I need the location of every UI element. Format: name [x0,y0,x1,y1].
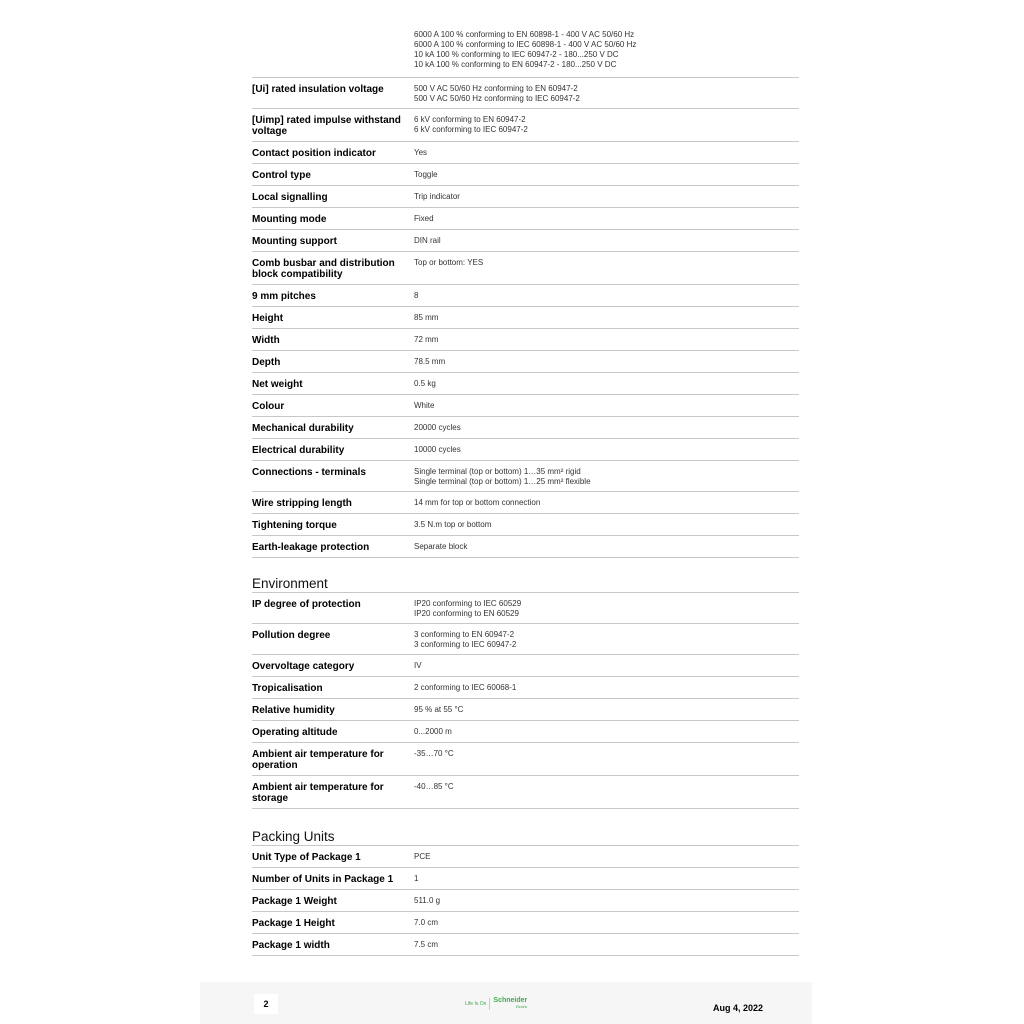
spec-value [414,492,799,513]
spec-row [252,307,799,329]
spec-row [252,439,799,461]
spec-row [252,252,799,285]
value-line: 7.5 cm [414,940,439,949]
logo-tagline: Life Is On [465,1001,487,1007]
value-line: Single terminal (top or bottom) 1…25 mm² flexible [414,477,591,486]
value-line: PCE [414,852,431,861]
value-line: -35…70 °C [414,749,454,758]
brand-name: Schneider [493,997,528,1004]
spec-value [414,186,799,207]
value-line: 511.0 g [414,896,441,905]
logo-brand [493,997,527,1011]
spec-table [252,78,799,558]
spec-row [252,186,799,208]
spec-label: [Uimp] rated impulse withstand voltage [252,115,401,137]
value-line: White [414,401,435,410]
value-line: 10000 cycles [414,445,461,454]
spec-row [252,230,799,252]
value-line: 7.0 cm [414,918,439,927]
value-line: 6000 A 100 % conforming to IEC 60898-1 - 400 V AC 50/60 Hz [414,40,637,49]
spec-value [414,208,799,229]
value-line: 3 conforming to IEC 60947-2 [414,640,517,649]
spec-row [252,743,799,776]
spec-row [252,655,799,677]
spec-row [252,142,799,164]
value-line: IP20 conforming to EN 60529 [414,609,519,618]
spec-label: Pollution degree [252,630,331,641]
spec-label: Connections - terminals [252,467,366,478]
spec-row [252,593,799,624]
spec-row [252,721,799,743]
spec-value [414,721,799,742]
spec-row [252,395,799,417]
spec-label: Earth-leakage protection [252,542,370,553]
spec-value [414,373,799,394]
spec-row [252,776,799,809]
spec-value [414,439,799,460]
value-line: 10 kA 100 % conforming to IEC 60947-2 - 180...250 V DC [414,50,619,59]
spec-label: Number of Units in Package 1 [252,874,394,885]
spec-row [252,677,799,699]
value-line: Single terminal (top or bottom) 1…35 mm² rigid [414,467,581,476]
document-date: Aug 4, 2022 [713,1003,764,1013]
environment-table [252,593,799,809]
spec-label: Overvoltage category [252,661,355,672]
spec-row [252,890,799,912]
value-line: 2 conforming to IEC 60068-1 [414,683,517,692]
value-line: 6000 A 100 % conforming to EN 60898-1 - 400 V AC 50/60 Hz [414,30,635,39]
spec-row [252,912,799,934]
spec-value [414,164,799,185]
spec-label: Ambient air temperature for operation [252,749,384,771]
value-line: IV [414,661,422,670]
spec-label: Electrical durability [252,445,345,456]
value-line: -40…85 °C [414,782,454,791]
spec-value [414,677,799,698]
spec-row [252,329,799,351]
spec-value [414,655,799,676]
spec-value [414,699,799,720]
value-line: Yes [414,148,428,157]
value-line: Toggle [414,170,438,179]
spec-label: Ambient air temperature for storage [252,782,384,804]
spec-row [252,868,799,890]
spec-value [414,536,799,557]
spec-value [414,395,799,416]
spec-label: Net weight [252,379,303,390]
spec-label: Contact position indicator [252,148,376,159]
spec-label: Package 1 Weight [252,896,337,907]
spec-label: Mechanical durability [252,423,354,434]
spec-label: Mounting mode [252,214,327,225]
spec-row [252,492,799,514]
spec-value [414,514,799,535]
spec-value [414,461,799,491]
spec-row [252,846,799,868]
value-line: 20000 cycles [414,423,461,432]
spec-row [252,699,799,721]
spec-label: Depth [252,357,281,368]
spec-value [414,329,799,350]
spec-row [252,934,799,956]
spec-value [414,417,799,438]
spec-label: Package 1 width [252,940,330,951]
spec-label: Mounting support [252,236,337,247]
section-title-packing-units: Packing Units [252,829,799,846]
logo-divider [489,998,490,1010]
spec-value [414,142,799,163]
spec-value [414,30,799,77]
spec-label: Package 1 Height [252,918,335,929]
spec-value [414,934,799,955]
value-line: DIN rail [414,236,441,245]
spec-label: Unit Type of Package 1 [252,852,361,863]
spec-label: Wire stripping length [252,498,352,509]
spec-value [414,78,799,108]
spec-label: 9 mm pitches [252,291,316,302]
spec-row [252,624,799,655]
spec-label: Control type [252,170,311,181]
spec-row [252,285,799,307]
value-line: Trip indicator [414,192,460,201]
value-line: 6 kV conforming to EN 60947-2 [414,115,526,124]
spec-value [414,743,799,775]
spec-label: Colour [252,401,285,412]
spec-label: Tropicalisation [252,683,323,694]
spec-row-breaking-capacity [252,30,799,78]
value-line: 78.5 mm [414,357,446,366]
spec-value [414,285,799,306]
spec-label [252,30,414,77]
value-line: 14 mm for top or bottom connection [414,498,541,507]
value-line: 10 kA 100 % conforming to EN 60947-2 - 180...250 V DC [414,60,617,69]
spec-value [414,109,799,141]
page-number: 2 [254,994,278,1014]
brand-sub: Electric [515,1005,528,1009]
spec-label: Relative humidity [252,705,335,716]
value-line: 8 [414,291,419,300]
spec-value [414,846,799,867]
value-line: 3 conforming to EN 60947-2 [414,630,515,639]
value-line: 0.5 kg [414,379,436,388]
spec-label: Local signalling [252,192,328,203]
packing-table [252,846,799,956]
spec-label: Tightening torque [252,520,337,531]
spec-label: Operating altitude [252,727,338,738]
spec-row [252,109,799,142]
spec-value [414,868,799,889]
value-line: Top or bottom: YES [414,258,484,267]
value-line: IP20 conforming to IEC 60529 [414,599,522,608]
spec-value [414,252,799,284]
value-line: 0...2000 m [414,727,452,736]
spec-page [252,30,799,956]
value-line: 6 kV conforming to IEC 60947-2 [414,125,528,134]
section-title-environment: Environment [252,576,799,593]
value-line: Separate block [414,542,468,551]
value-line: 1 [414,874,419,883]
spec-value [414,912,799,933]
spec-row [252,351,799,373]
spec-row [252,208,799,230]
spec-row [252,417,799,439]
spec-label: Comb busbar and distribution block compatibility [252,258,395,280]
spec-value [414,307,799,328]
spec-label: Height [252,313,284,324]
spec-row [252,164,799,186]
spec-row [252,78,799,109]
spec-row [252,536,799,558]
value-line: 500 V AC 50/60 Hz conforming to IEC 60947-2 [414,94,580,103]
spec-label: [Ui] rated insulation voltage [252,84,384,95]
spec-label: Width [252,335,280,346]
value-line: 500 V AC 50/60 Hz conforming to EN 60947-2 [414,84,578,93]
spec-row [252,373,799,395]
spec-value [414,776,799,808]
value-line: 3.5 N.m top or bottom [414,520,492,529]
spec-value [414,890,799,911]
spec-row [252,514,799,536]
spec-value [414,624,799,654]
value-line: Fixed [414,214,434,223]
value-line: 85 mm [414,313,439,322]
spec-value [414,230,799,251]
spec-value [414,351,799,372]
schneider-logo [465,996,527,1012]
spec-label: IP degree of protection [252,599,361,610]
value-line: 95 % at 55 °C [414,705,464,714]
value-line: 72 mm [414,335,439,344]
spec-value [414,593,799,623]
spec-row [252,461,799,492]
